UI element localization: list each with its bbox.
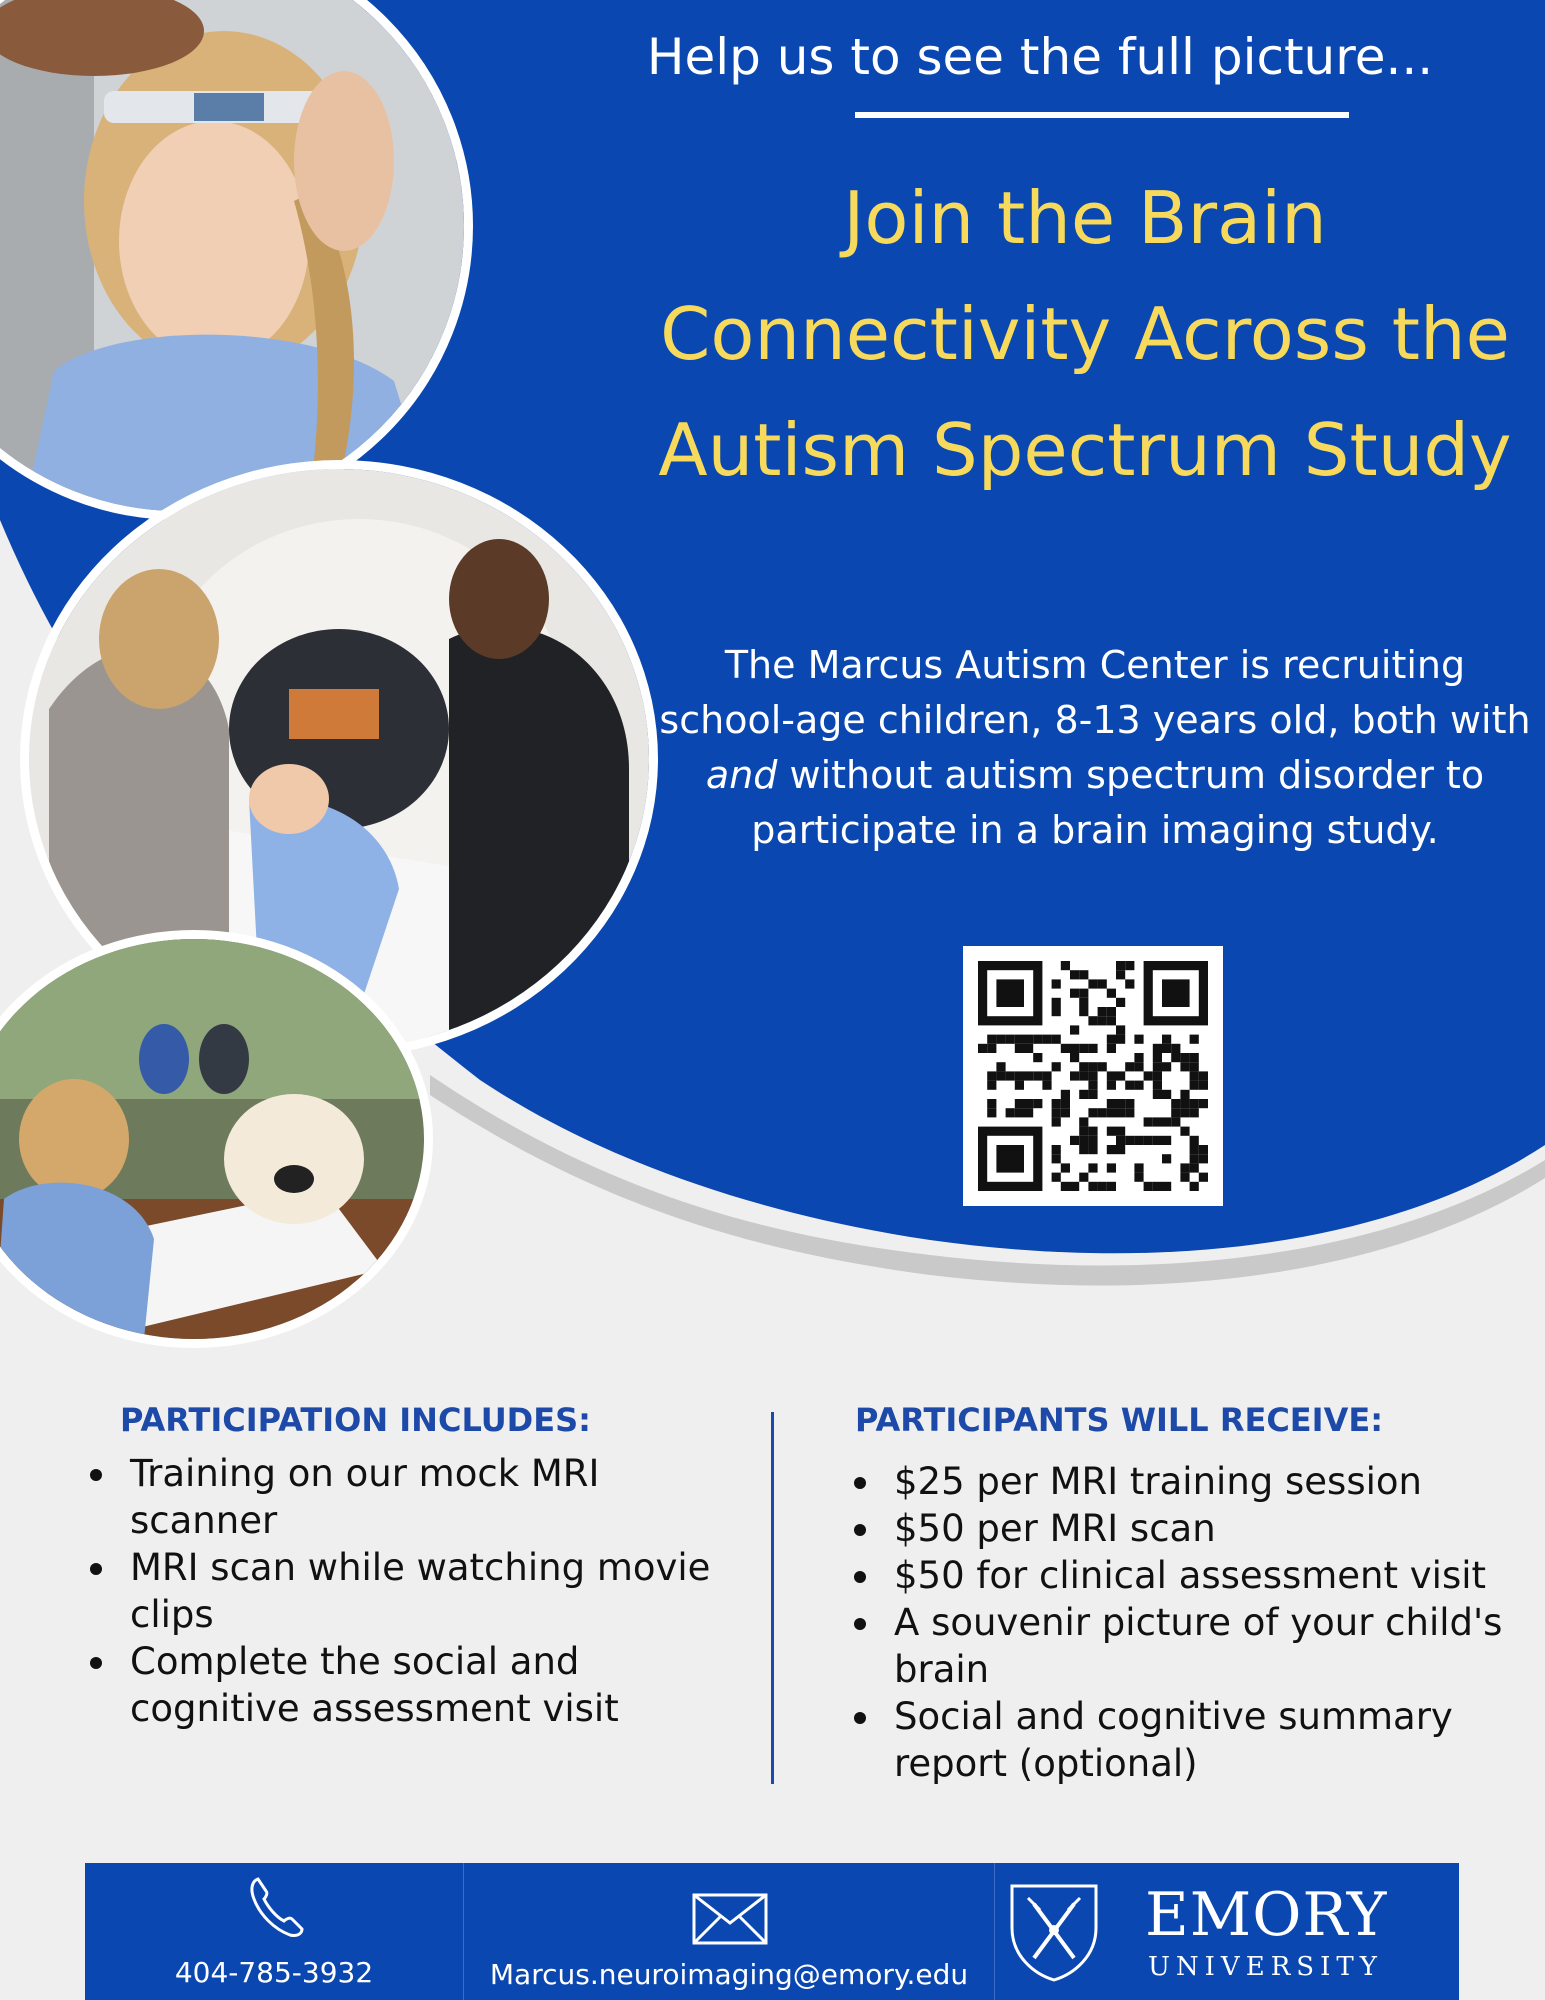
phone-number: 404-785-3932 bbox=[174, 1956, 374, 1989]
tagline-underline bbox=[855, 112, 1349, 118]
list-item: Social and cognitive summary report (optional) bbox=[848, 1693, 1528, 1787]
emory-subtitle: UNIVERSITY bbox=[1148, 1952, 1383, 1982]
qr-code-pattern bbox=[963, 946, 1223, 1206]
list-item: Training on our mock MRI scanner bbox=[84, 1450, 744, 1544]
list-item: Complete the social and cognitive assessment visit bbox=[84, 1638, 744, 1732]
list-item: $50 for clinical assessment visit bbox=[848, 1552, 1528, 1599]
participation-heading: PARTICIPATION INCLUDES: bbox=[120, 1401, 591, 1439]
envelope-icon bbox=[692, 1893, 768, 1945]
emory-shield-logo bbox=[1008, 1880, 1100, 1984]
phone-icon bbox=[248, 1875, 304, 1939]
rewards-heading: PARTICIPANTS WILL RECEIVE: bbox=[855, 1401, 1383, 1439]
qr-code[interactable] bbox=[963, 946, 1223, 1206]
list-item: MRI scan while watching movie clips bbox=[84, 1544, 744, 1638]
email-address: Marcus.neuroimaging@emory.edu bbox=[489, 1958, 969, 1991]
footer-separator bbox=[994, 1863, 995, 2000]
participation-list bbox=[84, 1450, 744, 1732]
phone-contact[interactable] bbox=[85, 1863, 463, 2000]
study-headline: Join the Brain Connectivity Across the Autism Spectrum Study bbox=[658, 176, 1512, 492]
intro-text-end: without autism spectrum disorder to participate in a brain imaging study. bbox=[751, 753, 1485, 852]
study-description bbox=[655, 638, 1535, 858]
email-contact[interactable] bbox=[464, 1863, 994, 2000]
rewards-list bbox=[848, 1458, 1528, 1787]
list-item: A souvenir picture of your child's brain bbox=[848, 1599, 1528, 1693]
emory-wordmark: EMORY bbox=[1145, 1880, 1388, 1950]
list-item: $25 per MRI training session bbox=[848, 1458, 1528, 1505]
tagline: Help us to see the full picture... bbox=[646, 28, 1434, 86]
intro-text-start: The Marcus Autism Center is recruiting school-age children, 8-13 years old, both with bbox=[659, 643, 1531, 742]
intro-emphasis: and bbox=[705, 753, 778, 797]
column-divider bbox=[771, 1412, 774, 1784]
list-item: $50 per MRI scan bbox=[848, 1505, 1528, 1552]
